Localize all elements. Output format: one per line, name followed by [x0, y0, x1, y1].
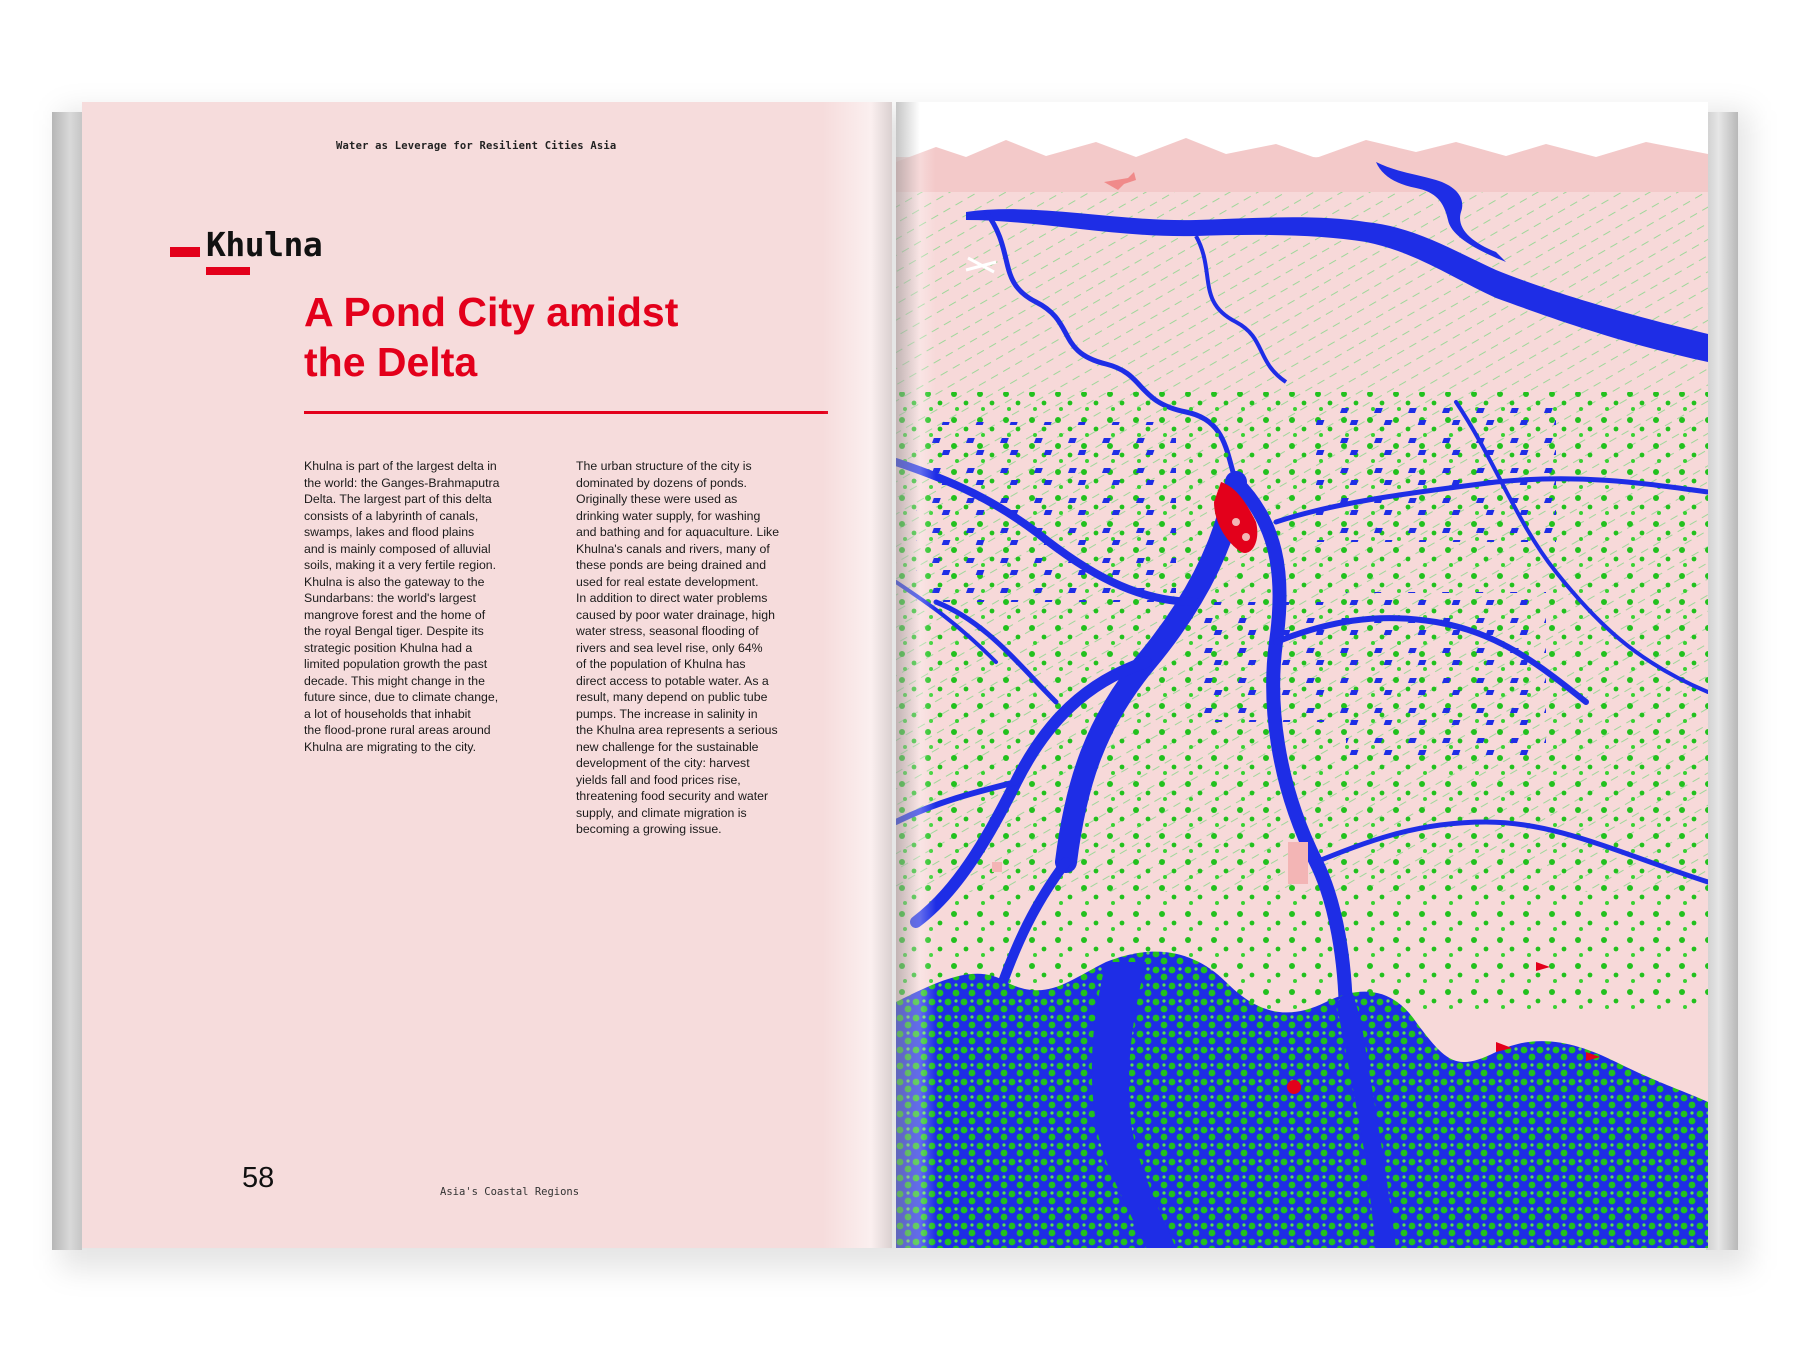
page-stack-left	[52, 112, 82, 1250]
headline: A Pond City amidst the Delta	[304, 289, 679, 385]
page-number: 58	[242, 1162, 275, 1194]
city-underline	[206, 267, 250, 275]
running-foot: Asia's Coastal Regions	[440, 1186, 580, 1198]
city-name: Khulna	[206, 225, 323, 264]
delta-map-illustration	[896, 102, 1708, 1248]
body-column-1: Khulna is part of the largest delta in the world: the Ganges-Brahmaputra Delta. The largest part of this delta consists of a labyrinth of canals, swamps, lakes and flood plains and is mainly composed of alluvial soils, making it a very fertile region. Khulna is also the gateway to the Sundarbans: the world's largest mangrove forest and the home of the royal Bengal tiger. Despite its strategic position Khulna had a limited population growth the past decade. This might change in the future since, due to climate change, a lot of households that inhabit the flood-prone rural areas around Khulna are migrating to the city.	[304, 459, 500, 754]
page-stack-right	[1706, 112, 1738, 1250]
gutter-shading-left	[822, 102, 892, 1248]
body-column-2: The urban structure of the city is dominated by dozens of ponds. Originally these were used as drinking water supply, for washing and bathing and for aquaculture. Like Khulna's canals and rivers, many of these ponds are being drained and used for real estate development. In addition to direct water problems caused by poor water drainage, high water stress, seasonal flooding of rivers and sea level rise, only 64% of the population of Khulna has direct access to potable water. As a result, many depend on public tube pumps. The increase in salinity in the Khulna area represents a serious new challenge for the sustainable development of the city: harvest yields fall and food prices rise, threatening food security and water supply, and climate migration is becoming a growing issue.	[576, 459, 780, 836]
right-page	[896, 102, 1708, 1248]
city-marker-bar	[170, 247, 200, 257]
gutter-shading-right	[896, 102, 936, 1248]
running-head: Water as Leverage for Resilient Cities Asia	[336, 140, 617, 152]
left-page	[82, 102, 892, 1248]
headline-rule	[304, 411, 828, 414]
